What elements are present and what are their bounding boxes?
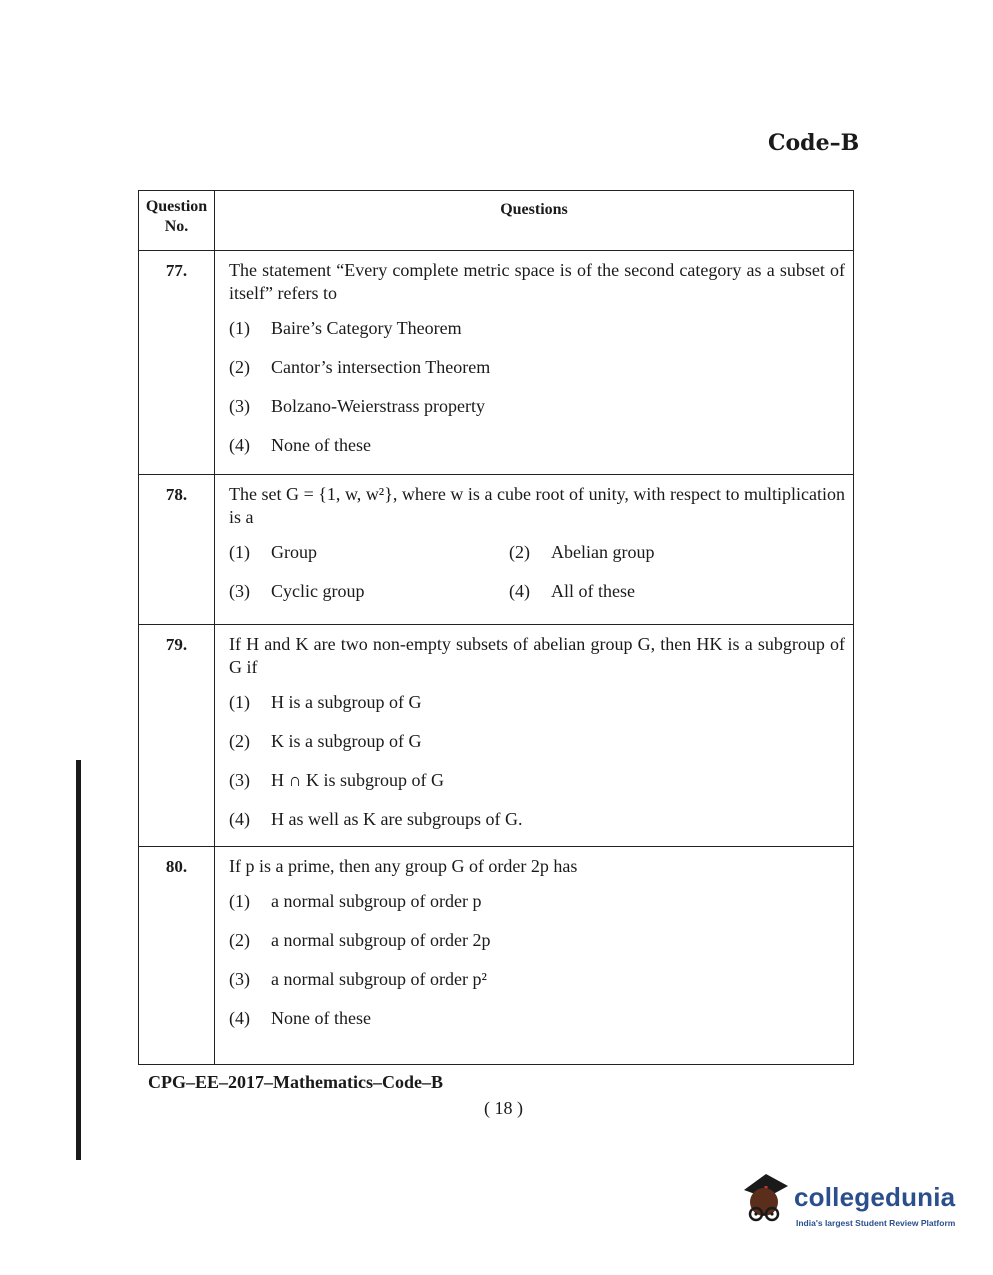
option	[229, 395, 845, 418]
option-number: (1)	[229, 542, 250, 562]
option-number: (1)	[229, 318, 250, 338]
option-number: (4)	[229, 809, 250, 829]
option-number: (1)	[229, 891, 250, 911]
option-text: Cantor’s intersection Theorem	[271, 357, 491, 377]
question-number: 77.	[139, 251, 215, 475]
option	[229, 769, 845, 792]
question-cell	[215, 251, 854, 475]
option	[229, 730, 845, 753]
question-stem: If p is a prime, then any group G of order 2p has	[229, 856, 578, 876]
option-text: None of these	[271, 1008, 371, 1028]
question-stem: If H and K are two non-empty subsets of abelian group G, then HK is a subgroup of G if	[229, 634, 845, 677]
option-text: H is a subgroup of G	[271, 692, 422, 712]
option-text: Baire’s Category Theorem	[271, 318, 462, 338]
question-row	[139, 251, 854, 475]
question-cell	[215, 847, 854, 1065]
option-text: None of these	[271, 435, 371, 455]
header-question-no: Question No.	[139, 191, 215, 251]
option	[229, 317, 845, 340]
question-cell	[215, 625, 854, 847]
table-header-row	[139, 191, 854, 251]
option-text: All of these	[551, 581, 635, 601]
option-number: (4)	[229, 1008, 250, 1028]
option-number: (3)	[229, 969, 250, 989]
option	[509, 580, 845, 603]
option	[229, 580, 509, 603]
option-number: (2)	[509, 542, 530, 562]
option-number: (3)	[229, 396, 250, 416]
page-number: ( 18 )	[484, 1098, 523, 1118]
question-cell	[215, 475, 854, 625]
option-text: Cyclic group	[271, 581, 365, 601]
option-number: (2)	[229, 731, 250, 751]
question-row	[139, 475, 854, 625]
question-stem: The set G = {1, w, w²}, where w is a cube root of unity, with respect to multiplication is a	[229, 484, 845, 527]
option-number: (4)	[509, 581, 530, 601]
binding-edge	[76, 760, 81, 1160]
collegedunia-logo	[736, 1168, 966, 1238]
logo-tagline: India's largest Student Review Platform	[796, 1218, 956, 1228]
option-text: a normal subgroup of order p²	[271, 969, 487, 989]
option	[229, 808, 845, 831]
option	[229, 890, 845, 913]
option-text: a normal subgroup of order 2p	[271, 930, 491, 950]
option	[229, 929, 845, 952]
option-text: a normal subgroup of order p	[271, 891, 482, 911]
option-text: H ∩ K is subgroup of G	[271, 770, 444, 790]
mascot-icon	[736, 1168, 792, 1234]
option	[229, 541, 509, 564]
question-stem: The statement “Every complete metric space is of the second category as a subset of itself” refers to	[229, 260, 845, 303]
question-number: 79.	[139, 625, 215, 847]
option-number: (1)	[229, 692, 250, 712]
option-text: Bolzano-Weierstrass property	[271, 396, 485, 416]
option-number: (4)	[229, 435, 250, 455]
header-questions: Questions	[215, 191, 854, 251]
option	[229, 356, 845, 379]
option	[229, 434, 845, 457]
option	[509, 541, 845, 564]
option-text: K is a subgroup of G	[271, 731, 422, 751]
option-number: (3)	[229, 770, 250, 790]
option-text: H as well as K are subgroups of G.	[271, 809, 523, 829]
question-row	[139, 847, 854, 1065]
option	[229, 691, 845, 714]
logo-wordmark: collegedunia	[794, 1182, 956, 1212]
option-number: (3)	[229, 581, 250, 601]
option-number: (2)	[229, 357, 250, 377]
questions-table	[138, 190, 854, 1065]
options-grid	[229, 541, 845, 603]
option	[229, 968, 845, 991]
option	[229, 1007, 845, 1030]
option-text: Group	[271, 542, 317, 562]
page-code-header: Code–B	[768, 130, 860, 156]
question-number: 80.	[139, 847, 215, 1065]
question-number: 78.	[139, 475, 215, 625]
option-text: Abelian group	[551, 542, 655, 562]
question-row	[139, 625, 854, 847]
option-number: (2)	[229, 930, 250, 950]
footer-exam-code: CPG–EE–2017–Mathematics–Code–B	[148, 1072, 443, 1092]
